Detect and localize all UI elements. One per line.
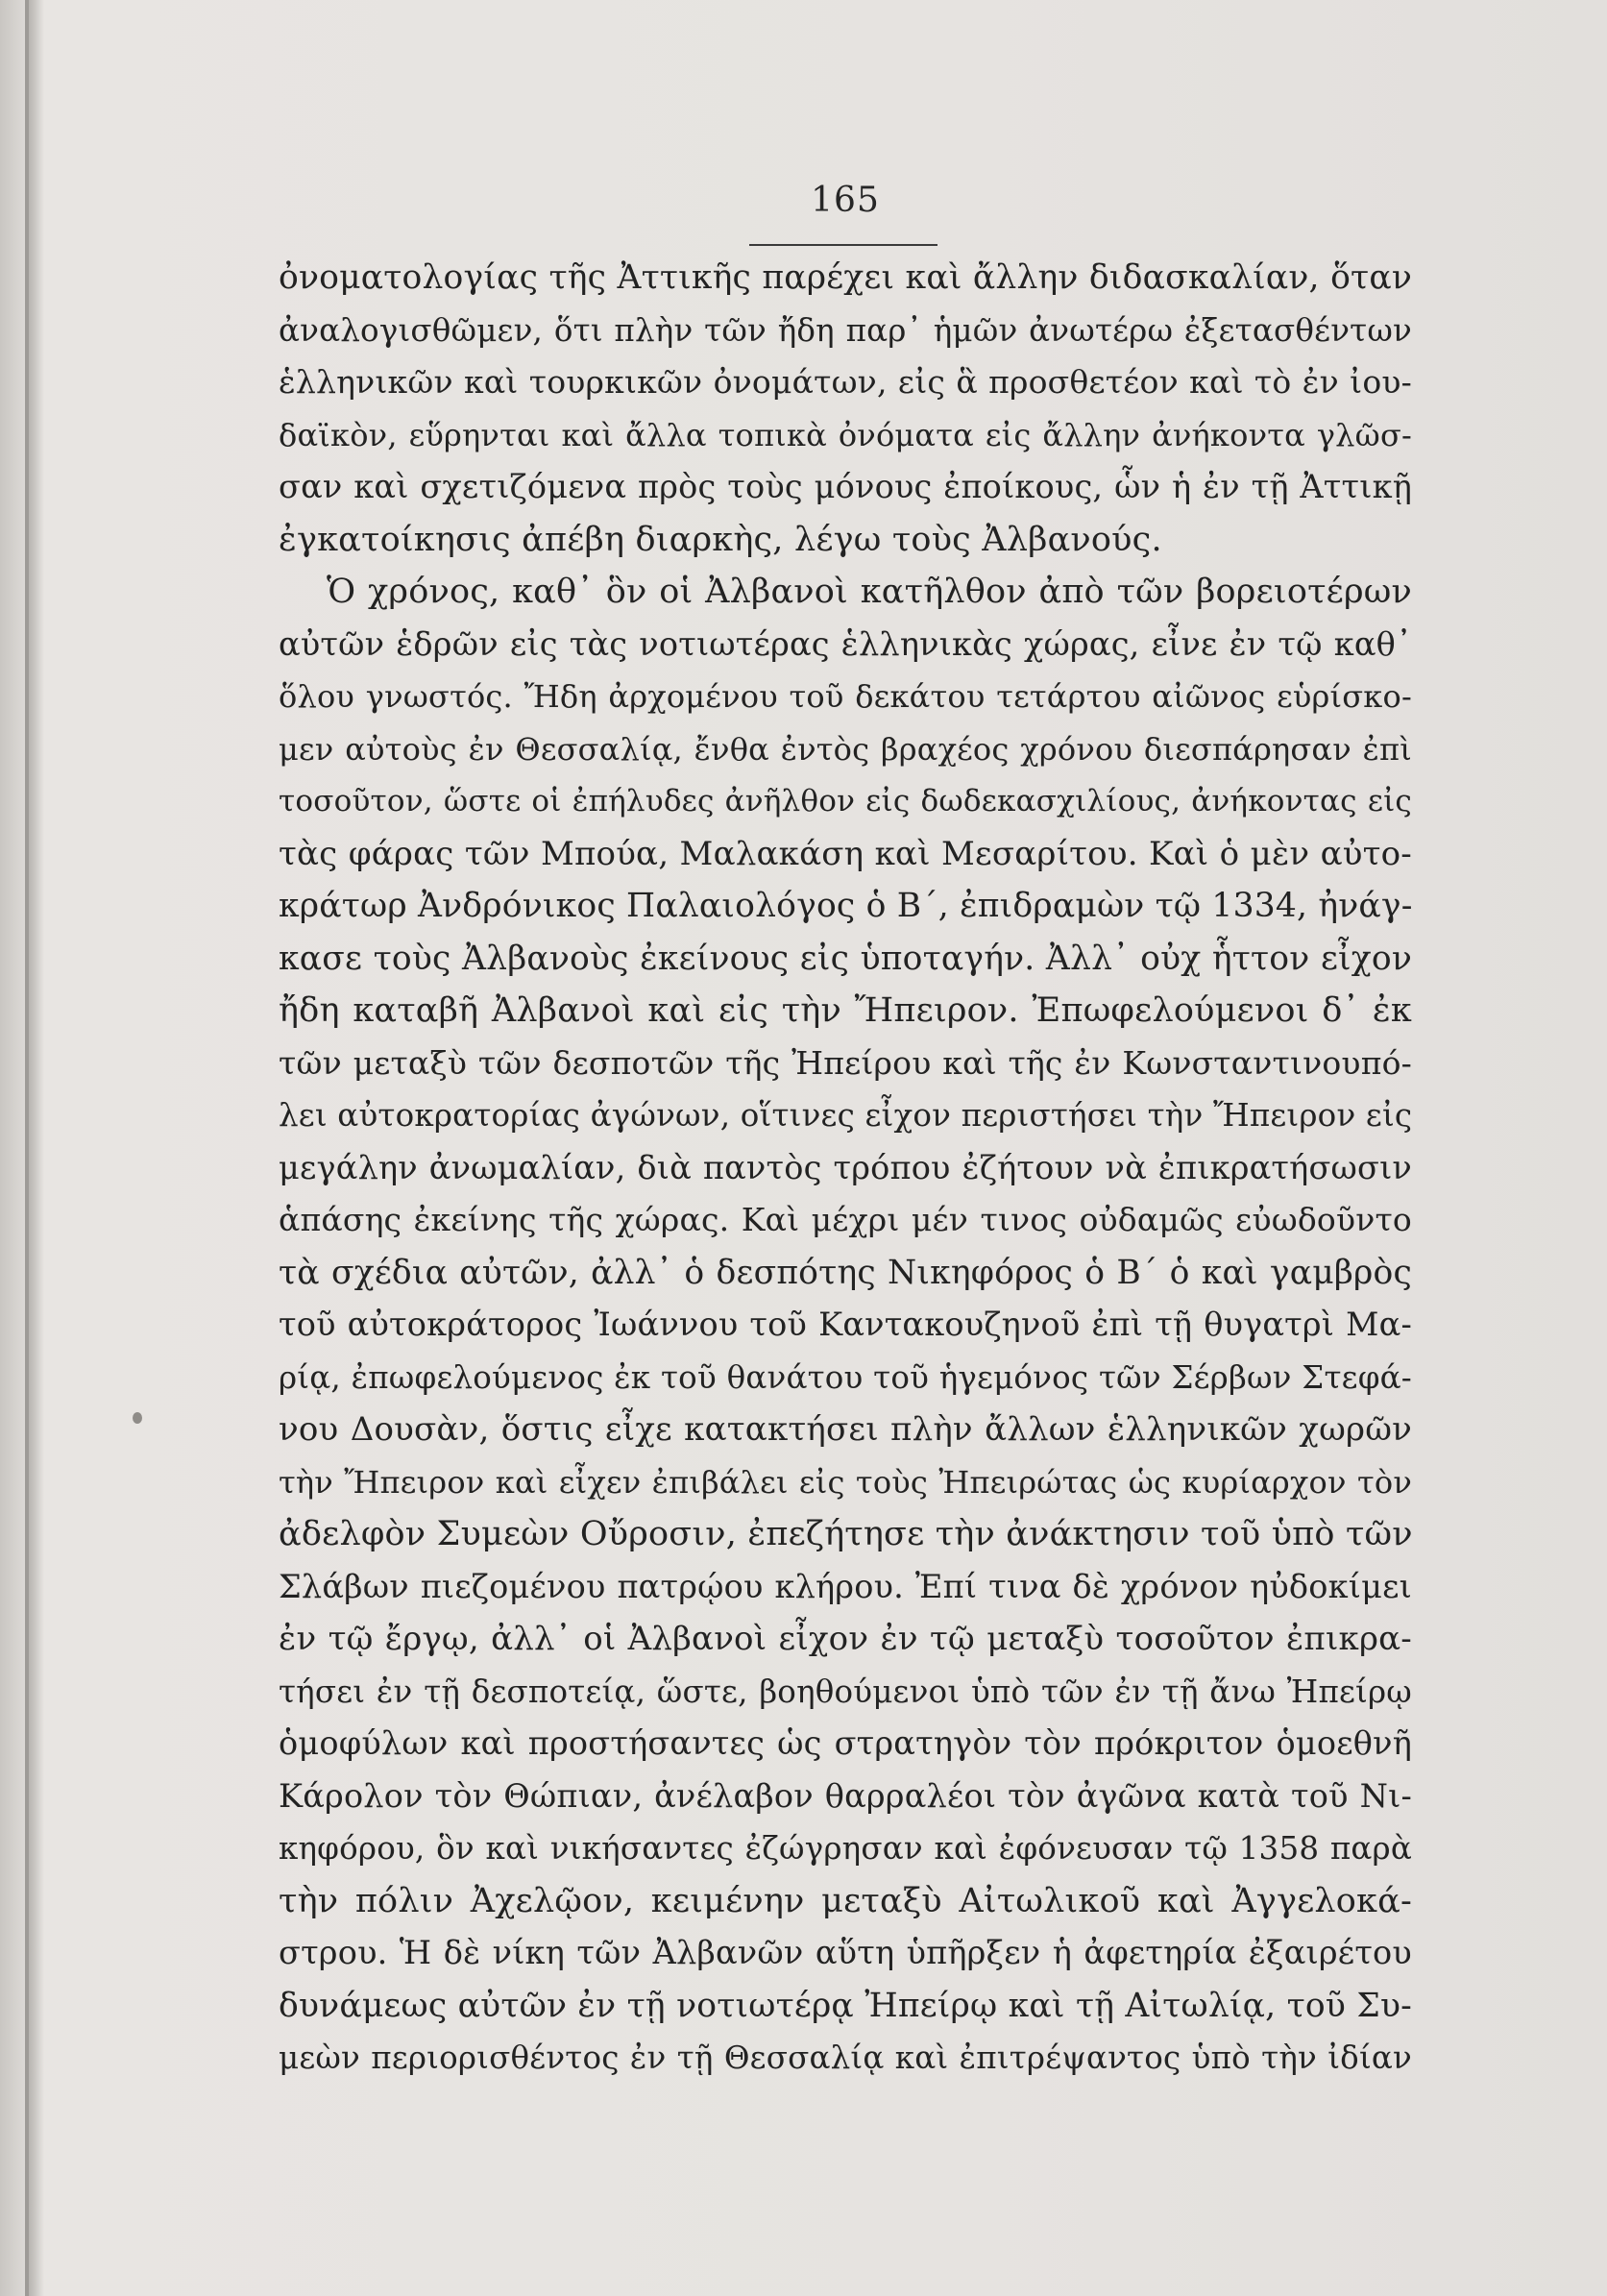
text-line: ἑλληνικῶν καὶ τουρκικῶν ὀνομάτων, εἰς ἃ προσθετέον καὶ τὸ ἐν ἰου-: [279, 363, 1412, 401]
binding-shadow: [29, 0, 44, 2296]
text-line: δυνάμεως αὐτῶν ἐν τῇ νοτιωτέρᾳ Ἠπείρῳ καὶ τῇ Αἰτωλίᾳ, τοῦ Συ-: [279, 1986, 1412, 2025]
ink-spot: [133, 1412, 142, 1424]
body-text: [279, 252, 1412, 2085]
text-line: ὁμοφύλων καὶ προστήσαντες ὡς στρατηγὸν τὸν πρόκριτον ὁμοεθνῆ: [279, 1724, 1412, 1762]
text-line: μεν αὐτοὺς ἐν Θεσσαλίᾳ, ἔνθα ἐντὸς βραχέος χρόνου διεσπάρησαν ἐπὶ: [279, 730, 1412, 768]
text-line: σαν καὶ σχετιζόμενα πρὸς τοὺς μόνους ἐποίκους, ὧν ἡ ἐν τῇ Ἀττικῇ: [279, 468, 1412, 505]
text-line: τοῦ αὐτοκράτορος Ἰωάννου τοῦ Καντακουζηνοῦ ἐπὶ τῇ θυγατρὶ Μα-: [279, 1306, 1412, 1343]
text-line: κασε τοὺς Ἀλβανοὺς ἐκείνους εἰς ὑποταγήν. Ἀλλ᾽ οὐχ ἧττον εἶχον: [279, 939, 1412, 978]
text-line: Σλάβων πιεζομένου πατρῴου κλήρου. Ἐπί τινα δὲ χρόνον ηὐδοκίμει: [279, 1567, 1412, 1605]
text-line: ἀναλογισθῶμεν, ὅτι πλὴν τῶν ἤδη παρ᾽ ἡμῶν ἀνωτέρω ἐξετασθέντων: [279, 311, 1412, 349]
text-line: μεγάλην ἀνωμαλίαν, διὰ παντὸς τρόπου ἐζήτουν νὰ ἐπικρατήσωσιν: [279, 1148, 1412, 1186]
text-line: κηφόρου, ὃν καὶ νικήσαντες ἐζώγρησαν καὶ ἐφόνευσαν τῷ 1358 παρὰ: [279, 1830, 1412, 1867]
text-line: ὀνοματολογίας τῆς Ἀττικῆς παρέχει καὶ ἄλλην διδασκαλίαν, ὅταν: [279, 258, 1412, 297]
text-line: λει αὐτοκρατορίας ἀγώνων, οἵτινες εἶχον περιστήσει τὴν Ἤπειρον εἰς: [279, 1097, 1413, 1134]
text-line: ἐγκατοίκησις ἀπέβη διαρκὴς, λέγω τοὺς Ἀλβανούς.: [279, 520, 1162, 559]
text-line: τὴν Ἤπειρον καὶ εἶχεν ἐπιβάλει εἰς τοὺς Ἠπειρώτας ὡς κυρίαρχον τὸν: [279, 1463, 1412, 1501]
text-line: ἁπάσης ἐκείνης τῆς χώρας. Καὶ μέχρι μέν τινος οὐδαμῶς εὐωδοῦντο: [279, 1201, 1412, 1238]
text-line: αὐτῶν ἑδρῶν εἰς τὰς νοτιωτέρας ἑλληνικὰς χώρας, εἶνε ἐν τῷ καθ᾽: [279, 624, 1412, 663]
text-line: ἤδη καταβῆ Ἀλβανοὶ καὶ εἰς τὴν Ἤπειρον. Ἐπωφελούμενοι δ᾽ ἐκ: [279, 991, 1412, 1030]
text-line: μεὼν περιορισθέντος ἐν τῇ Θεσσαλίᾳ καὶ ἐπιτρέψαντος ὑπὸ τὴν ἰδίαν: [279, 2040, 1412, 2076]
text-line: κράτωρ Ἀνδρόνικος Παλαιολόγος ὁ Β΄, ἐπιδραμὼν τῷ 1334, ἠνάγ-: [279, 887, 1413, 925]
text-line: τῶν μεταξὺ τῶν δεσποτῶν τῆς Ἠπείρου καὶ τῆς ἐν Κωνσταντινουπό-: [279, 1043, 1412, 1082]
text-line: ἐν τῷ ἔργῳ, ἀλλ᾽ οἱ Ἀλβανοὶ εἶχον ἐν τῷ μεταξὺ τοσοῦτον ἐπικρα-: [279, 1620, 1412, 1658]
text-line: Ὁ χρόνος, καθ᾽ ὃν οἱ Ἀλβανοὶ κατῆλθον ἀπὸ τῶν βορειοτέρων: [327, 573, 1412, 611]
text-line: τοσοῦτον, ὥστε οἱ ἐπήλυδες ἀνῆλθον εἰς δωδεκασχιλίους, ἀνήκοντας εἰς: [279, 784, 1412, 818]
text-line: στρου. Ἡ δὲ νίκη τῶν Ἀλβανῶν αὕτη ὑπῆρξεν ἡ ἀφετηρία ἐξαιρέτου: [279, 1934, 1412, 1971]
header-rule: [749, 244, 937, 246]
page-number: 165: [811, 181, 880, 220]
text-line: τήσει ἐν τῇ δεσποτείᾳ, ὥστε, βοηθούμενοι ὑπὸ τῶν ἐν τῇ ἄνω Ἠπείρῳ: [279, 1673, 1412, 1710]
text-line: ὅλου γνωστός. Ἤδη ἀρχομένου τοῦ δεκάτου τετάρτου αἰῶνος εὑρίσκο-: [279, 678, 1412, 715]
text-line: δαϊκὸν, εὕρηνται καὶ ἄλλα τοπικὰ ὀνόματα εἰς ἄλλην ἀνήκοντα γλῶσ-: [279, 416, 1412, 453]
text-line: τὰ σχέδια αὐτῶν, ἀλλ᾽ ὁ δεσπότης Νικηφόρος ὁ Β΄ ὁ καὶ γαμβρὸς: [279, 1253, 1412, 1292]
text-line: τὰς φάρας τῶν Μπούα, Μαλακάση καὶ Μεσαρίτου. Καὶ ὁ μὲν αὐτο-: [279, 834, 1412, 873]
text-line: νου Δουσὰν, ὅστις εἶχε κατακτήσει πλὴν ἄλλων ἑλληνικῶν χωρῶν: [279, 1410, 1412, 1449]
text-line: ρίᾳ, ἐπωφελούμενος ἐκ τοῦ θανάτου τοῦ ἡγεμόνος τῶν Σέρβων Στεφά-: [279, 1358, 1412, 1396]
text-line: τὴν πόλιν Ἀχελῷον, κειμένην μεταξὺ Αἰτωλικοῦ καὶ Ἀγγελοκά-: [279, 1881, 1412, 1920]
text-line: Κάρολον τὸν Θώπιαν, ἀνέλαβον θαρραλέοι τὸν ἀγῶνα κατὰ τοῦ Νι-: [279, 1776, 1412, 1815]
text-line: ἀδελφὸν Συμεὼν Οὔροσιν, ἐπεζήτησε τὴν ἀνάκτησιν τοῦ ὑπὸ τῶν: [279, 1515, 1413, 1553]
